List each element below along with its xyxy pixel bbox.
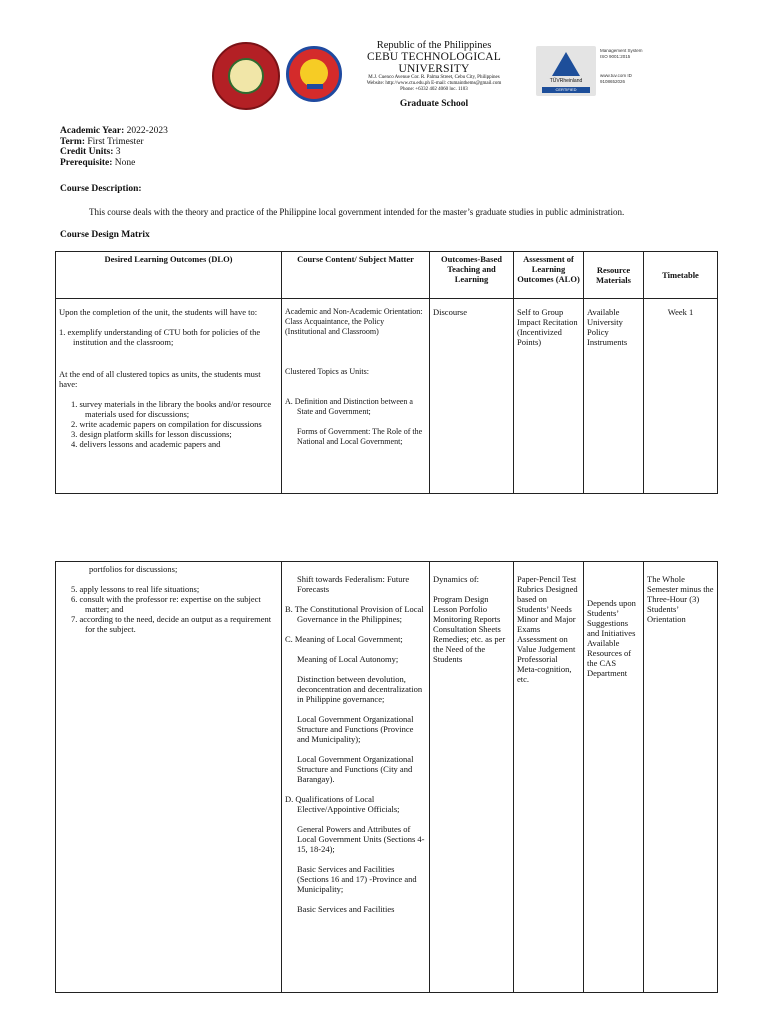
alo-cell: Self to Group Impact Recitation (Incentivized Points) (514, 299, 584, 494)
asean-logo (286, 46, 342, 102)
dlo-cell: Upon the completion of the unit, the students will have to: 1. exemplify understanding of CTU both for policies of the institution and the classroom; At the end of all clustered topics as units, the students must have: 1. survey materials in the library the books and/or resource materials used for discussions; 2. write academic papers on compilation for discussions 3. design platform skills for lesson discussions; 4. delivers lessons and academic papers and (56, 299, 282, 494)
obtl-cell: Discourse (430, 299, 514, 494)
dlo-cell-continued: portfolios for discussions; 5. apply lessons to real life situations; 6. consult with the professor re: expertise on the subject matter; and 7. according to the need, decide an output as a requirement for the subject. (56, 562, 282, 993)
republic-line: Republic of the Philippines (376, 40, 492, 51)
timetable-cell: Week 1 (644, 299, 718, 494)
header-alo: Assessment of Learning Outcomes (ALO) (514, 252, 584, 299)
tuv-certification-badge: TÜVRheinland CERTIFIED (536, 46, 596, 96)
resources-cell-continued: Depends upon Students’ Suggestions and Initiatives Available Resources of the CAS Department (584, 562, 644, 993)
website-line: Website: http://www.ctu.edu.ph E-mail: ctumainthems@gmail.com (366, 81, 502, 86)
header-obtl: Outcomes-Based Teaching and Learning (430, 252, 514, 299)
content-cell: Academic and Non-Academic Orientation: Class Acquaintance, the Policy (Institutional and Classroom) Clustered Topics as Units: A. Definition and Distinction between a State and Government; Forms of Government: The Role of the National and Local Government; (282, 299, 430, 494)
course-description: This course deals with the theory and practice of the Philippine local government intended for the master’s graduate studies in public administration. (89, 207, 625, 217)
course-meta: Academic Year: 2022-2023 Term: First Trimester Credit Units: 3 Prerequisite: None (60, 126, 168, 168)
header-timetable: Timetable (644, 252, 718, 299)
course-description-label: Course Description: (60, 184, 142, 194)
school-name: Graduate School (399, 99, 469, 109)
obtl-cell-continued: Dynamics of: Program Design Lesson Porfolio Monitoring Reports Consultation Sheets Remedies; etc. as per the Need of the Students (430, 562, 514, 993)
university-name: CEBU TECHNOLOGICAL UNIVERSITY (366, 51, 502, 75)
course-design-table-2 (55, 561, 718, 993)
course-design-table-1 (55, 251, 718, 494)
ctu-seal-logo (212, 42, 280, 110)
content-cell-continued: Shift towards Federalism: Future Forecasts B. The Constitutional Provision of Local Governance in the Philippines; C. Meaning of Local Government; Meaning of Local Autonomy; Distinction between devolution, deconcentration and decentralization in Philippine governance; Local Government Organizational Structure and Functions (Province and Municipality); Local Government Organizational Structure and Functions (City and Barangay). D. Qualifications of Local Elective/Appointive Officials; General Powers and Attributes of Local Government Units (Sections 4-15, 18-24); Basic Services and Facilities (Sections 16 and 17) -Province and Municipality; Basic Services and Facilities (282, 562, 430, 993)
header-resources: Resource Materials (584, 252, 644, 299)
matrix-label: Course Design Matrix (60, 230, 150, 240)
address-line: M.J. Cuenco Avenue Cor. R. Palma Street, Cebu City, Philippines (368, 75, 500, 80)
header-dlo: Desired Learning Outcomes (DLO) (56, 252, 282, 299)
resources-cell: Available University Policy Instruments (584, 299, 644, 494)
certification-text: Management System ISO 9001:2015 www.tuv.com ID 9108652026 (600, 48, 643, 84)
header-content: Course Content/ Subject Matter (282, 252, 430, 299)
alo-cell-continued: Paper-Pencil Test Rubrics Designed based on Students’ Needs Minor and Major Exams Assessment on Value Judgement Professorial Meta-cognition, etc. (514, 562, 584, 993)
phone-line: Phone: +6332 402 4060 loc. 1103 (400, 87, 468, 92)
letterhead (340, 40, 528, 109)
timetable-cell-continued: The Whole Semester minus the Three-Hour (3) Students’ Orientation (644, 562, 718, 993)
